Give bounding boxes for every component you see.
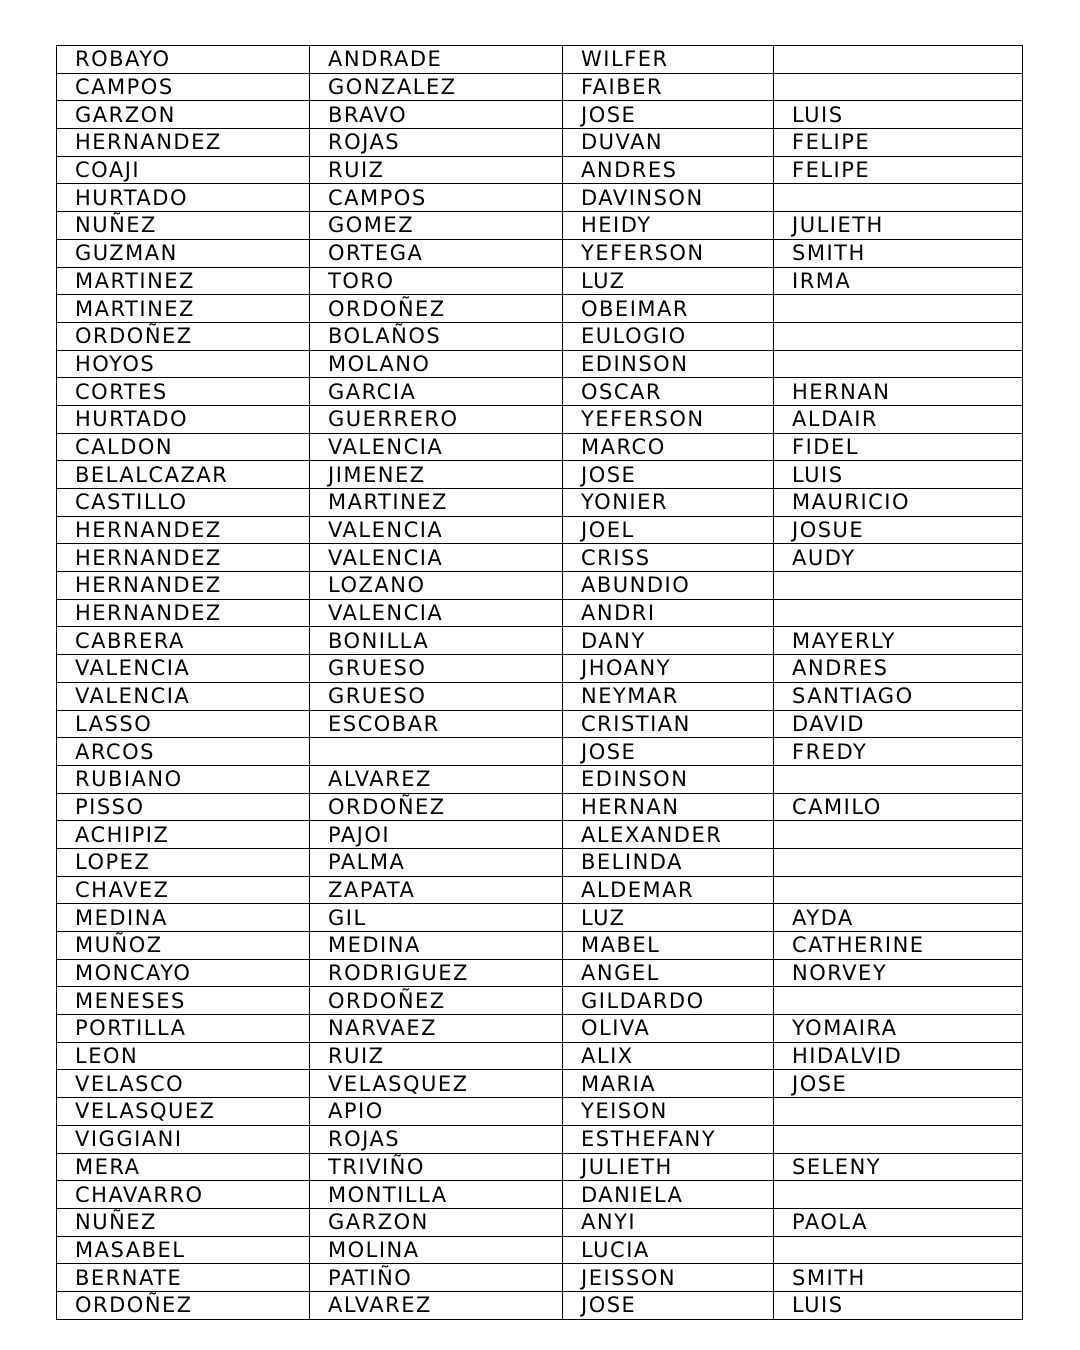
second-surname-cell: ORDOÑEZ bbox=[310, 295, 563, 323]
first-surname-cell: ORDOÑEZ bbox=[57, 1291, 310, 1319]
table-row bbox=[57, 322, 1023, 350]
table-row bbox=[57, 1098, 1023, 1126]
second-name-cell: LUIS bbox=[774, 461, 1023, 489]
first-surname-cell: HURTADO bbox=[57, 184, 310, 212]
first-surname-cell: MARTINEZ bbox=[57, 295, 310, 323]
first-name-cell: ANDRI bbox=[563, 599, 774, 627]
names-table-body bbox=[57, 46, 1023, 1320]
first-name-cell: JEISSON bbox=[563, 1264, 774, 1292]
table-row bbox=[57, 267, 1023, 295]
second-surname-cell: LOZANO bbox=[310, 572, 563, 600]
second-name-cell: SANTIAGO bbox=[774, 682, 1023, 710]
table-row bbox=[57, 1236, 1023, 1264]
second-name-cell bbox=[774, 73, 1023, 101]
second-name-cell bbox=[774, 1236, 1023, 1264]
second-name-cell bbox=[774, 987, 1023, 1015]
first-name-cell: EDINSON bbox=[563, 350, 774, 378]
second-surname-cell: APIO bbox=[310, 1098, 563, 1126]
second-name-cell: JOSE bbox=[774, 1070, 1023, 1098]
second-name-cell bbox=[774, 876, 1023, 904]
second-surname-cell: MONTILLA bbox=[310, 1181, 563, 1209]
second-name-cell: MAYERLY bbox=[774, 627, 1023, 655]
table-row bbox=[57, 1291, 1023, 1319]
first-name-cell: EULOGIO bbox=[563, 322, 774, 350]
second-surname-cell: VALENCIA bbox=[310, 433, 563, 461]
first-name-cell: LUCIA bbox=[563, 1236, 774, 1264]
table-row bbox=[57, 239, 1023, 267]
table-row bbox=[57, 544, 1023, 572]
second-name-cell bbox=[774, 184, 1023, 212]
table-row bbox=[57, 129, 1023, 157]
first-name-cell: CRISS bbox=[563, 544, 774, 572]
first-name-cell: ABUNDIO bbox=[563, 572, 774, 600]
second-surname-cell: GRUESO bbox=[310, 682, 563, 710]
first-name-cell: JOSE bbox=[563, 101, 774, 129]
first-surname-cell: VALENCIA bbox=[57, 655, 310, 683]
second-name-cell: HERNAN bbox=[774, 378, 1023, 406]
second-surname-cell: GARZON bbox=[310, 1208, 563, 1236]
second-name-cell: AUDY bbox=[774, 544, 1023, 572]
first-surname-cell: LEON bbox=[57, 1042, 310, 1070]
first-name-cell: OLIVA bbox=[563, 1015, 774, 1043]
table-row bbox=[57, 904, 1023, 932]
first-name-cell: DANIELA bbox=[563, 1181, 774, 1209]
first-surname-cell: GARZON bbox=[57, 101, 310, 129]
second-name-cell: LUIS bbox=[774, 1291, 1023, 1319]
second-name-cell: HIDALVID bbox=[774, 1042, 1023, 1070]
first-name-cell: JOSE bbox=[563, 1291, 774, 1319]
first-surname-cell: HOYOS bbox=[57, 350, 310, 378]
first-name-cell: HERNAN bbox=[563, 793, 774, 821]
first-name-cell: GILDARDO bbox=[563, 987, 774, 1015]
second-name-cell bbox=[774, 295, 1023, 323]
table-row bbox=[57, 932, 1023, 960]
second-surname-cell: VALENCIA bbox=[310, 599, 563, 627]
first-surname-cell: CABRERA bbox=[57, 627, 310, 655]
second-name-cell: FIDEL bbox=[774, 433, 1023, 461]
second-surname-cell: NARVAEZ bbox=[310, 1015, 563, 1043]
first-surname-cell: LASSO bbox=[57, 710, 310, 738]
first-name-cell: ALDEMAR bbox=[563, 876, 774, 904]
first-surname-cell: CASTILLO bbox=[57, 489, 310, 517]
second-surname-cell: ORDOÑEZ bbox=[310, 793, 563, 821]
second-name-cell: YOMAIRA bbox=[774, 1015, 1023, 1043]
first-surname-cell: COAJI bbox=[57, 156, 310, 184]
first-surname-cell: HURTADO bbox=[57, 405, 310, 433]
table-row bbox=[57, 1153, 1023, 1181]
first-surname-cell: NUÑEZ bbox=[57, 1208, 310, 1236]
second-surname-cell: ROJAS bbox=[310, 129, 563, 157]
second-surname-cell: RODRIGUEZ bbox=[310, 959, 563, 987]
first-surname-cell: ACHIPIZ bbox=[57, 821, 310, 849]
first-surname-cell: RUBIANO bbox=[57, 765, 310, 793]
first-name-cell: JOEL bbox=[563, 516, 774, 544]
second-surname-cell: PATIÑO bbox=[310, 1264, 563, 1292]
first-name-cell: ANGEL bbox=[563, 959, 774, 987]
table-row bbox=[57, 1208, 1023, 1236]
table-row bbox=[57, 1042, 1023, 1070]
first-surname-cell: MASABEL bbox=[57, 1236, 310, 1264]
first-name-cell: CRISTIAN bbox=[563, 710, 774, 738]
second-surname-cell: GOMEZ bbox=[310, 212, 563, 240]
second-name-cell: DAVID bbox=[774, 710, 1023, 738]
table-row bbox=[57, 378, 1023, 406]
second-surname-cell: VALENCIA bbox=[310, 516, 563, 544]
first-name-cell: JOSE bbox=[563, 461, 774, 489]
first-surname-cell: CHAVARRO bbox=[57, 1181, 310, 1209]
first-name-cell: JHOANY bbox=[563, 655, 774, 683]
first-surname-cell: MARTINEZ bbox=[57, 267, 310, 295]
first-surname-cell: HERNANDEZ bbox=[57, 129, 310, 157]
table-row bbox=[57, 1125, 1023, 1153]
first-surname-cell: HERNANDEZ bbox=[57, 572, 310, 600]
second-surname-cell: TORO bbox=[310, 267, 563, 295]
first-name-cell: MARIA bbox=[563, 1070, 774, 1098]
second-surname-cell: PALMA bbox=[310, 848, 563, 876]
table-row bbox=[57, 959, 1023, 987]
first-name-cell: OBEIMAR bbox=[563, 295, 774, 323]
first-surname-cell: CHAVEZ bbox=[57, 876, 310, 904]
second-name-cell bbox=[774, 848, 1023, 876]
second-name-cell: SMITH bbox=[774, 239, 1023, 267]
table-row bbox=[57, 461, 1023, 489]
second-name-cell bbox=[774, 1125, 1023, 1153]
second-name-cell: IRMA bbox=[774, 267, 1023, 295]
first-surname-cell: MEDINA bbox=[57, 904, 310, 932]
first-name-cell: WILFER bbox=[563, 46, 774, 74]
second-surname-cell: TRIVIÑO bbox=[310, 1153, 563, 1181]
table-row bbox=[57, 489, 1023, 517]
first-name-cell: DUVAN bbox=[563, 129, 774, 157]
second-name-cell bbox=[774, 765, 1023, 793]
second-surname-cell: RUIZ bbox=[310, 1042, 563, 1070]
first-surname-cell: MENESES bbox=[57, 987, 310, 1015]
second-surname-cell: GUERRERO bbox=[310, 405, 563, 433]
table-row bbox=[57, 156, 1023, 184]
table-row bbox=[57, 876, 1023, 904]
first-surname-cell: ORDOÑEZ bbox=[57, 322, 310, 350]
second-surname-cell: MOLANO bbox=[310, 350, 563, 378]
first-name-cell: LUZ bbox=[563, 267, 774, 295]
second-surname-cell: MOLINA bbox=[310, 1236, 563, 1264]
table-row bbox=[57, 433, 1023, 461]
second-name-cell: CAMILO bbox=[774, 793, 1023, 821]
second-name-cell: FELIPE bbox=[774, 156, 1023, 184]
table-row bbox=[57, 572, 1023, 600]
second-name-cell: PAOLA bbox=[774, 1208, 1023, 1236]
first-name-cell: YEISON bbox=[563, 1098, 774, 1126]
second-surname-cell: CAMPOS bbox=[310, 184, 563, 212]
second-surname-cell: GONZALEZ bbox=[310, 73, 563, 101]
table-row bbox=[57, 73, 1023, 101]
first-name-cell: JULIETH bbox=[563, 1153, 774, 1181]
second-name-cell bbox=[774, 599, 1023, 627]
second-name-cell bbox=[774, 572, 1023, 600]
first-surname-cell: MERA bbox=[57, 1153, 310, 1181]
first-name-cell: DAVINSON bbox=[563, 184, 774, 212]
first-surname-cell: VALENCIA bbox=[57, 682, 310, 710]
second-surname-cell: ORDOÑEZ bbox=[310, 987, 563, 1015]
first-surname-cell: VIGGIANI bbox=[57, 1125, 310, 1153]
first-surname-cell: ARCOS bbox=[57, 738, 310, 766]
second-surname-cell: BRAVO bbox=[310, 101, 563, 129]
first-name-cell: YONIER bbox=[563, 489, 774, 517]
first-surname-cell: LOPEZ bbox=[57, 848, 310, 876]
second-name-cell: ANDRES bbox=[774, 655, 1023, 683]
first-surname-cell: ROBAYO bbox=[57, 46, 310, 74]
second-surname-cell: ORTEGA bbox=[310, 239, 563, 267]
second-surname-cell: MARTINEZ bbox=[310, 489, 563, 517]
second-name-cell: JOSUE bbox=[774, 516, 1023, 544]
first-name-cell: ANDRES bbox=[563, 156, 774, 184]
second-name-cell: SMITH bbox=[774, 1264, 1023, 1292]
second-name-cell: ALDAIR bbox=[774, 405, 1023, 433]
first-surname-cell: NUÑEZ bbox=[57, 212, 310, 240]
first-name-cell: NEYMAR bbox=[563, 682, 774, 710]
table-row bbox=[57, 987, 1023, 1015]
second-surname-cell: JIMENEZ bbox=[310, 461, 563, 489]
table-row bbox=[57, 405, 1023, 433]
second-surname-cell: PAJOI bbox=[310, 821, 563, 849]
second-name-cell: JULIETH bbox=[774, 212, 1023, 240]
second-surname-cell: ALVAREZ bbox=[310, 1291, 563, 1319]
table-row bbox=[57, 793, 1023, 821]
second-name-cell: LUIS bbox=[774, 101, 1023, 129]
first-name-cell: DANY bbox=[563, 627, 774, 655]
table-row bbox=[57, 1181, 1023, 1209]
table-row bbox=[57, 627, 1023, 655]
first-surname-cell: MUÑOZ bbox=[57, 932, 310, 960]
second-surname-cell: VELASQUEZ bbox=[310, 1070, 563, 1098]
first-surname-cell: CAMPOS bbox=[57, 73, 310, 101]
second-surname-cell: RUIZ bbox=[310, 156, 563, 184]
first-surname-cell: HERNANDEZ bbox=[57, 516, 310, 544]
table-row bbox=[57, 655, 1023, 683]
first-surname-cell: HERNANDEZ bbox=[57, 544, 310, 572]
second-surname-cell: ZAPATA bbox=[310, 876, 563, 904]
second-surname-cell: GIL bbox=[310, 904, 563, 932]
table-row bbox=[57, 765, 1023, 793]
first-surname-cell: MONCAYO bbox=[57, 959, 310, 987]
first-name-cell: FAIBER bbox=[563, 73, 774, 101]
second-name-cell: FREDY bbox=[774, 738, 1023, 766]
second-surname-cell: GARCIA bbox=[310, 378, 563, 406]
second-surname-cell bbox=[310, 738, 563, 766]
first-name-cell: ANYI bbox=[563, 1208, 774, 1236]
first-name-cell: BELINDA bbox=[563, 848, 774, 876]
first-name-cell: YEFERSON bbox=[563, 405, 774, 433]
second-name-cell bbox=[774, 46, 1023, 74]
second-name-cell bbox=[774, 1098, 1023, 1126]
second-name-cell bbox=[774, 322, 1023, 350]
table-row bbox=[57, 599, 1023, 627]
table-row bbox=[57, 212, 1023, 240]
first-surname-cell: CALDON bbox=[57, 433, 310, 461]
second-name-cell: MAURICIO bbox=[774, 489, 1023, 517]
second-surname-cell: ALVAREZ bbox=[310, 765, 563, 793]
first-name-cell: JOSE bbox=[563, 738, 774, 766]
first-surname-cell: BERNATE bbox=[57, 1264, 310, 1292]
first-name-cell: ESTHEFANY bbox=[563, 1125, 774, 1153]
second-name-cell: NORVEY bbox=[774, 959, 1023, 987]
first-name-cell: LUZ bbox=[563, 904, 774, 932]
names-table bbox=[56, 45, 1023, 1320]
table-row bbox=[57, 101, 1023, 129]
table-row bbox=[57, 821, 1023, 849]
first-surname-cell: PISSO bbox=[57, 793, 310, 821]
table-row bbox=[57, 295, 1023, 323]
table-row bbox=[57, 848, 1023, 876]
first-surname-cell: PORTILLA bbox=[57, 1015, 310, 1043]
first-surname-cell: BELALCAZAR bbox=[57, 461, 310, 489]
first-name-cell: EDINSON bbox=[563, 765, 774, 793]
first-name-cell: OSCAR bbox=[563, 378, 774, 406]
first-name-cell: YEFERSON bbox=[563, 239, 774, 267]
second-surname-cell: BONILLA bbox=[310, 627, 563, 655]
second-surname-cell: VALENCIA bbox=[310, 544, 563, 572]
table-row bbox=[57, 46, 1023, 74]
second-surname-cell: ESCOBAR bbox=[310, 710, 563, 738]
first-surname-cell: GUZMAN bbox=[57, 239, 310, 267]
first-surname-cell: VELASCO bbox=[57, 1070, 310, 1098]
second-surname-cell: ANDRADE bbox=[310, 46, 563, 74]
first-name-cell: ALEXANDER bbox=[563, 821, 774, 849]
second-surname-cell: BOLAÑOS bbox=[310, 322, 563, 350]
table-row bbox=[57, 350, 1023, 378]
second-name-cell bbox=[774, 1181, 1023, 1209]
first-name-cell: ALIX bbox=[563, 1042, 774, 1070]
second-surname-cell: GRUESO bbox=[310, 655, 563, 683]
table-row bbox=[57, 682, 1023, 710]
second-surname-cell: ROJAS bbox=[310, 1125, 563, 1153]
second-name-cell: SELENY bbox=[774, 1153, 1023, 1181]
second-surname-cell: MEDINA bbox=[310, 932, 563, 960]
first-name-cell: MABEL bbox=[563, 932, 774, 960]
table-row bbox=[57, 1015, 1023, 1043]
second-name-cell: CATHERINE bbox=[774, 932, 1023, 960]
table-row bbox=[57, 184, 1023, 212]
table-row bbox=[57, 516, 1023, 544]
second-name-cell bbox=[774, 821, 1023, 849]
table-row bbox=[57, 1070, 1023, 1098]
second-name-cell: FELIPE bbox=[774, 129, 1023, 157]
first-surname-cell: CORTES bbox=[57, 378, 310, 406]
second-name-cell bbox=[774, 350, 1023, 378]
first-surname-cell: HERNANDEZ bbox=[57, 599, 310, 627]
first-name-cell: HEIDY bbox=[563, 212, 774, 240]
table-row bbox=[57, 738, 1023, 766]
table-row bbox=[57, 710, 1023, 738]
second-name-cell: AYDA bbox=[774, 904, 1023, 932]
first-surname-cell: VELASQUEZ bbox=[57, 1098, 310, 1126]
table-row bbox=[57, 1264, 1023, 1292]
first-name-cell: MARCO bbox=[563, 433, 774, 461]
